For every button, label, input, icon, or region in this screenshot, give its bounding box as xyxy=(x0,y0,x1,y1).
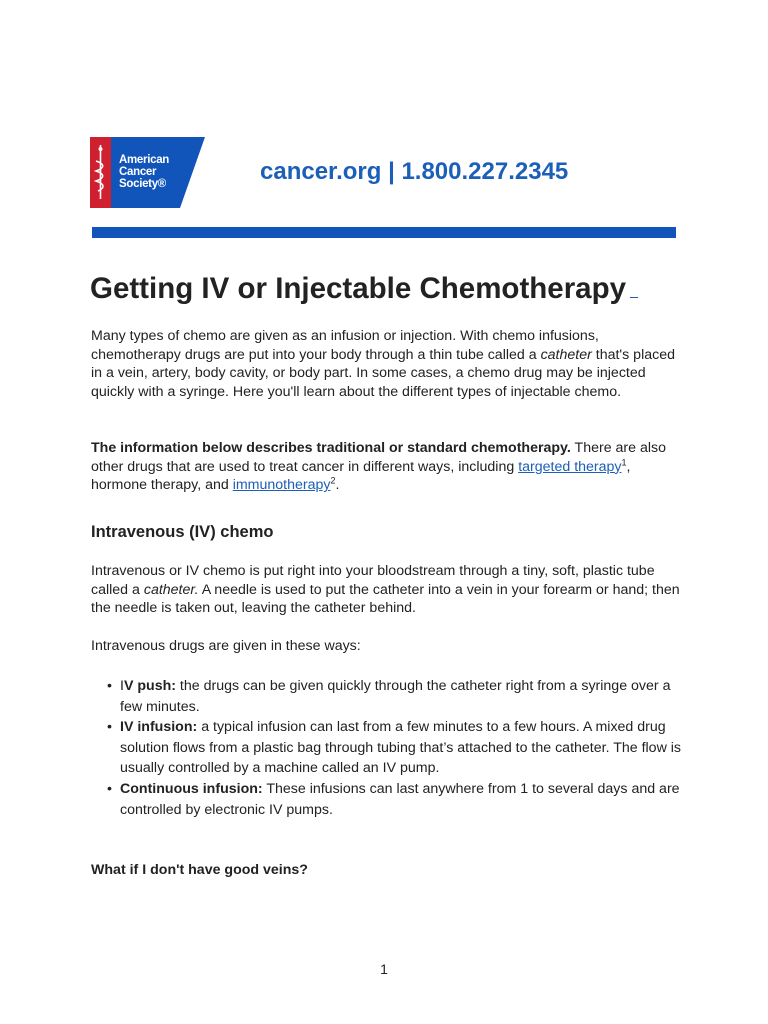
page-title xyxy=(90,272,638,306)
info-text-3: . xyxy=(335,477,340,494)
intro-text-1: Many types of chemo are given as an infusion or injection. With chemo infusions, chemotherapy drugs are put into your body through a thin tube called a xyxy=(91,328,599,363)
list-item-term: V push: xyxy=(123,678,176,694)
list-item-term: Continuous infusion: xyxy=(120,780,263,797)
list-item-text: These infusions can last anywhere from 1 to several days and are controlled by electronic IV pumps. xyxy=(120,780,680,818)
iv-text-2: A needle is used to put the catheter into a vein in your forearm or hand; then the needle is taken out, leaving the catheter behind. xyxy=(91,581,680,617)
info-paragraph xyxy=(91,439,681,495)
list-item xyxy=(91,779,681,820)
info-text-1: There are also other drugs that are used to treat cancer in different ways, including xyxy=(91,440,667,475)
intro-italic-term: catheter xyxy=(540,346,592,363)
intro-text-2: that's placed in a vein, artery, body cavity, or body part. In some cases, a chemo drug may be injected quickly with a syringe. Here you'll learn about the different types of injectable chemo. xyxy=(91,346,675,401)
logo-line-2: Cancer xyxy=(119,166,157,178)
info-bold-text: The information below describes traditional or standard chemotherapy. xyxy=(91,440,571,456)
bullet-marker: • xyxy=(107,719,112,736)
footnote-ref-2: 2 xyxy=(330,475,336,486)
list-item-text: the drugs can be given quickly through the catheter right from a syringe over a few minutes. xyxy=(120,678,671,715)
list-item-prefix: I xyxy=(120,678,124,694)
footnote-ref-1: 1 xyxy=(621,456,627,467)
logo-line-1: American xyxy=(119,154,170,166)
info-text-2: , hormone therapy, and xyxy=(91,458,631,494)
page-title-text: Getting IV or Injectable Chemotherapy xyxy=(90,272,627,305)
bullet-marker: • xyxy=(107,780,112,797)
iv-ways-paragraph: Intravenous drugs are given in these ways: xyxy=(91,638,361,654)
subheading-veins: What if I don't have good veins? xyxy=(91,862,308,878)
logo-line-3: Society® xyxy=(119,178,166,190)
targeted-therapy-link[interactable]: targeted therapy xyxy=(518,458,622,475)
header-rule xyxy=(92,227,676,238)
acs-logo xyxy=(90,137,205,208)
page-number: 1 xyxy=(380,961,388,977)
iv-paragraph xyxy=(91,562,681,618)
list-item-text: a typical infusion can last from a few minutes to a few hours. A mixed drug solution flows from a plastic bag through tubing that’s attached to the catheter. The flow is usually controlled by a machine called an IV pump. xyxy=(120,719,682,777)
immunotherapy-link[interactable]: immunotherapy xyxy=(232,477,331,494)
bullet-marker: • xyxy=(107,678,112,694)
list-item-term: IV infusion: xyxy=(120,719,198,736)
list-item xyxy=(91,717,681,779)
iv-text-1: Intravenous or IV chemo is put right into your bloodstream through a tiny, soft, plastic tube called a xyxy=(91,563,655,598)
list-item xyxy=(91,676,681,717)
iv-methods-list xyxy=(91,676,681,820)
title-anchor-link[interactable] xyxy=(630,279,638,298)
section-heading-iv: Intravenous (IV) chemo xyxy=(91,523,274,541)
iv-italic-term: catheter. xyxy=(143,581,199,598)
logo-wordmark xyxy=(119,154,169,190)
intro-paragraph xyxy=(91,327,681,402)
contact-info: cancer.org | 1.800.227.2345 xyxy=(260,158,569,185)
